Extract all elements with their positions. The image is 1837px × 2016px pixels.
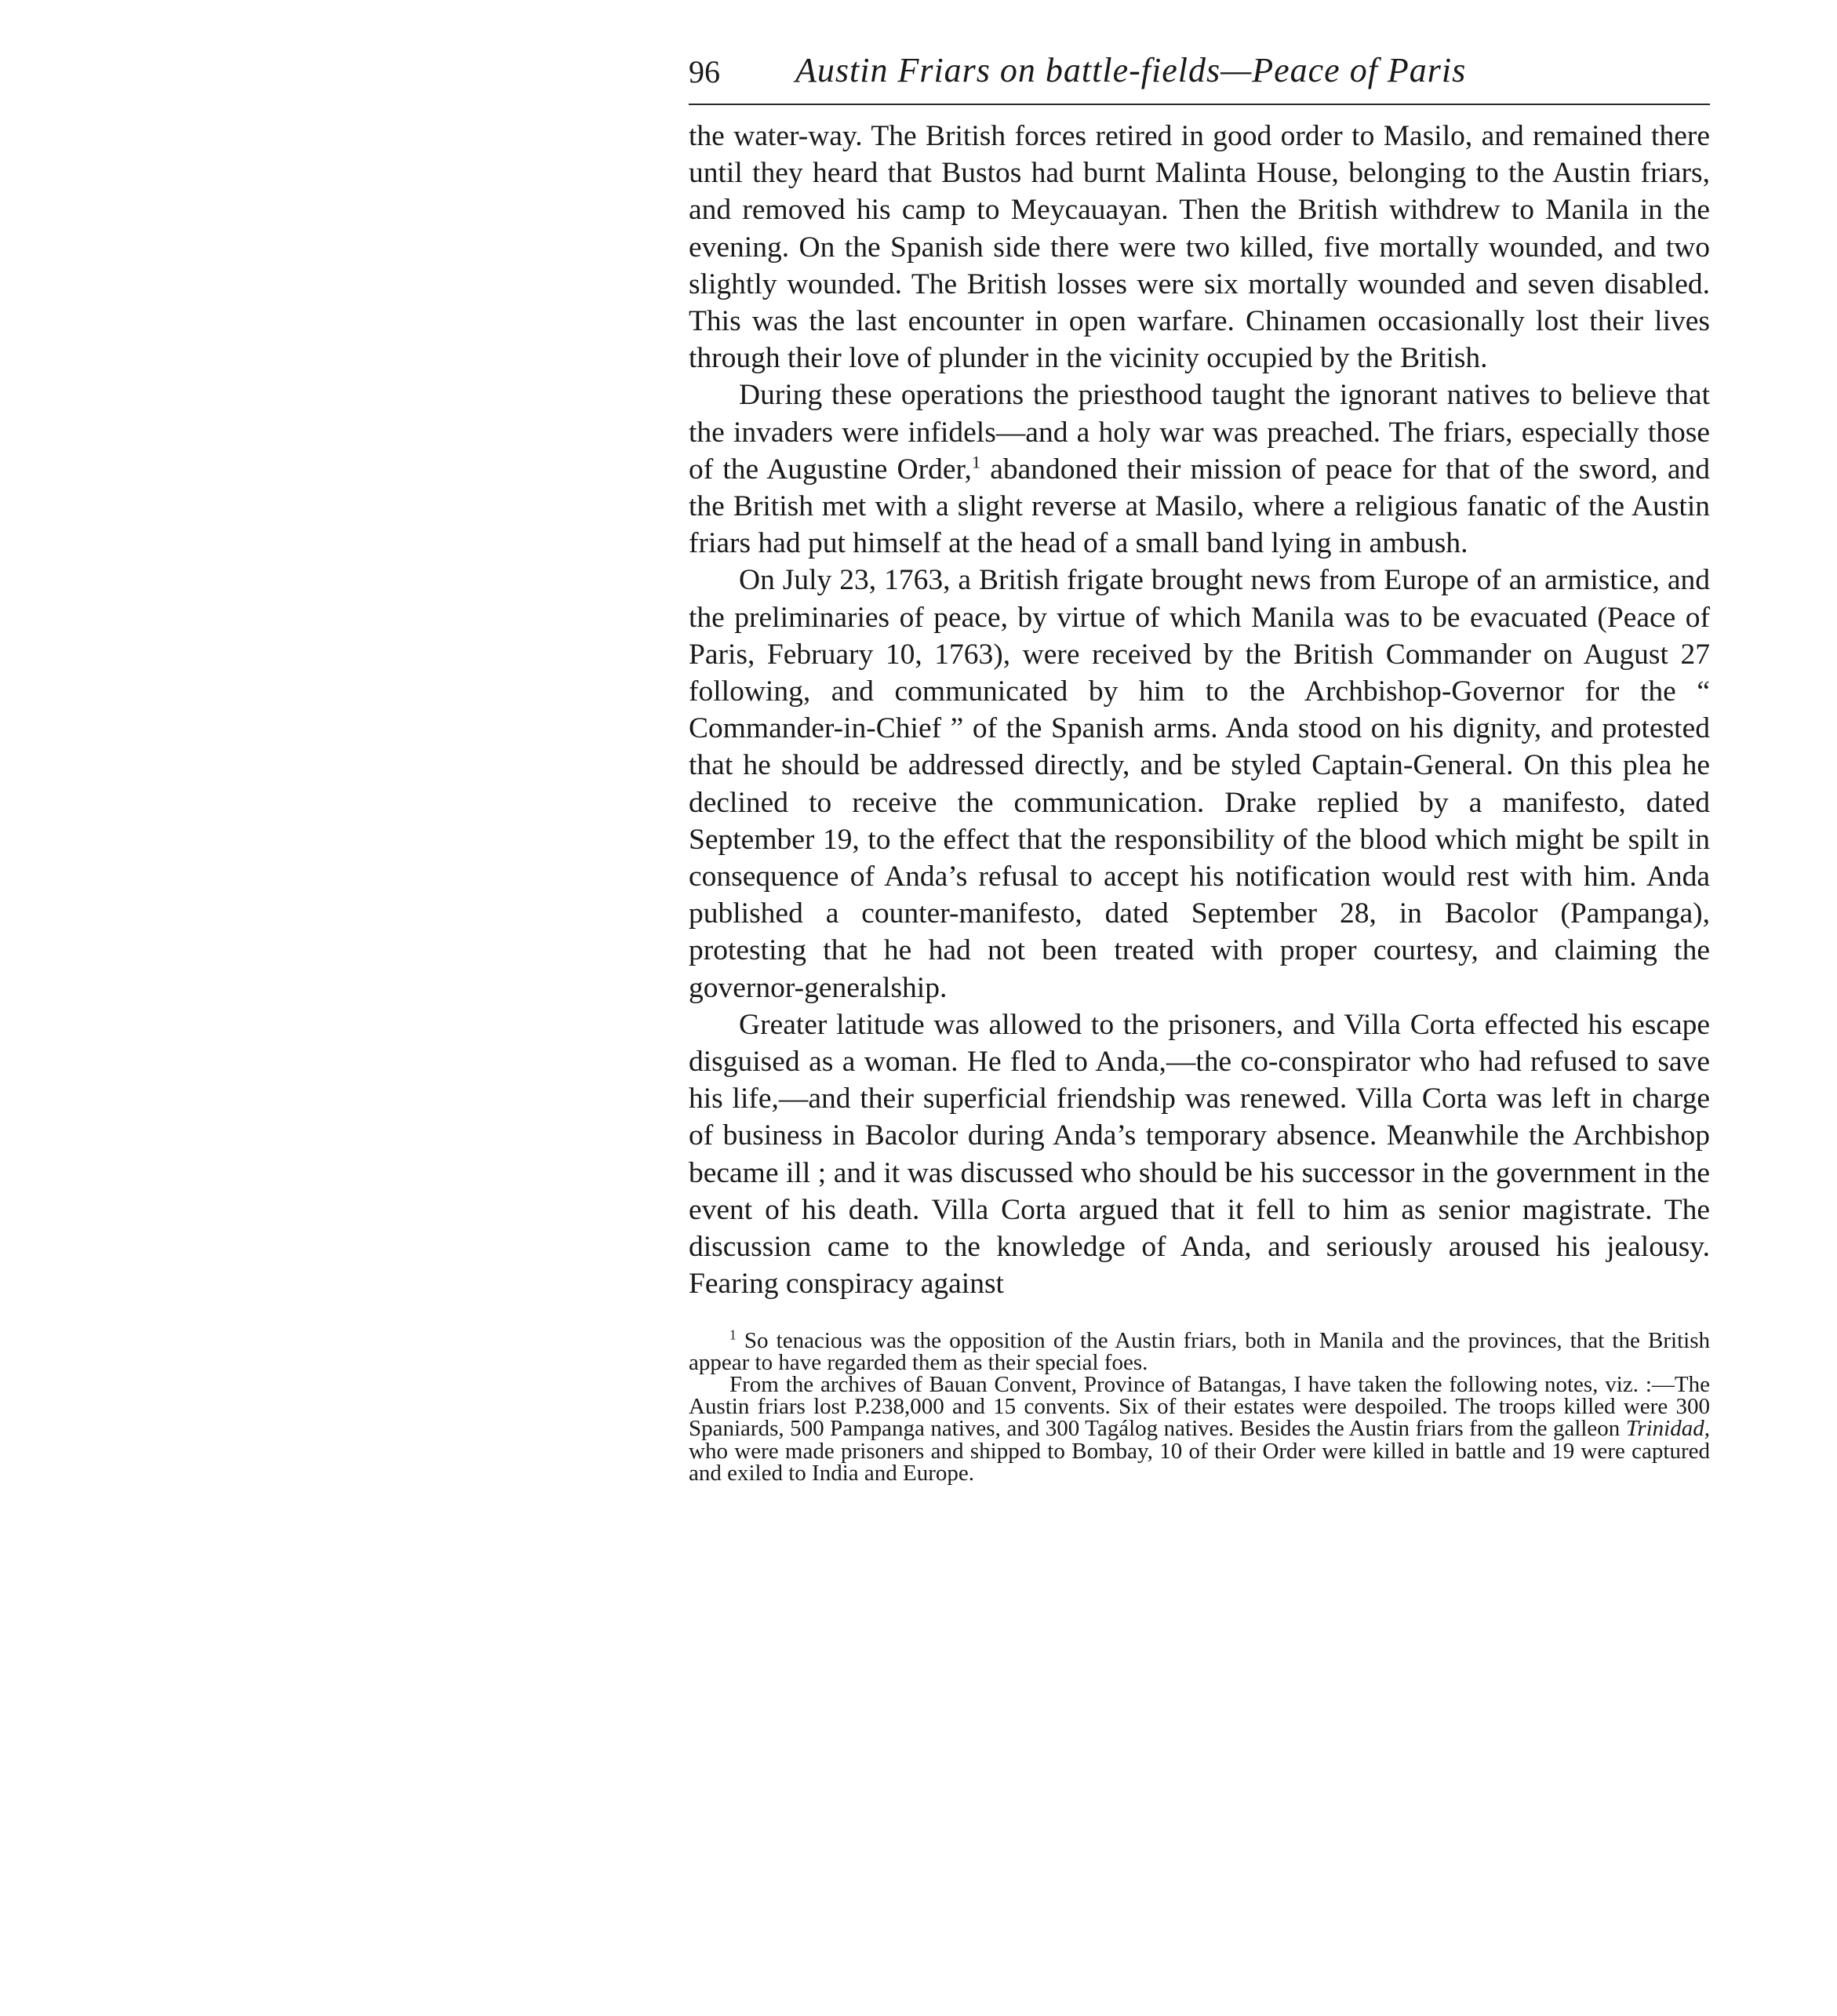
body-text — [689, 118, 1710, 1303]
page-number: 96 — [689, 54, 720, 89]
page-header — [689, 47, 1710, 105]
footnote-2 — [689, 1371, 1710, 1486]
running-title: Austin Friars on battle-fields—Peace of Paris — [795, 51, 1467, 89]
footnote-1-text: So tenacious was the opposition of the Austin friars, both in Manila and the provinces, that the British appear to have regarded them as their special foes. — [689, 1327, 1710, 1375]
footnote-1 — [689, 1326, 1710, 1375]
book-page — [689, 47, 1710, 1484]
paragraph-2-text-a: During these operations the priesthood taught the ignorant natives to believe that the invaders were infidels—and a holy war was preached. The friars, especially those of the Augustine Order, — [689, 379, 1710, 486]
footnote-reference-1: 1 — [971, 452, 981, 472]
paragraph-3: On July 23, 1763, a British frigate brought news from Europe of an armistice, and the preliminaries of peace, by virtue of which Manila was to be evacuated (Peace of Paris, February 10, 1763), were received by the British Commander on August 27 following, and communicated by him to the Archbishop-Governor for the “ Commander-in-Chief ” of the Spanish arms. Anda stood on his dignity, and protested that he should be addressed directly, and be styled Captain-General. On this plea he declined to receive the communication. Drake replied by a manifesto, dated September 19, to the effect that the responsibility of the blood which might be spilt in consequence of Anda’s refusal to accept his notification would rest with him. Anda published a counter-manifesto, dated September 28, in Bacolor (Pampanga), protesting that he had not been treated with proper courtesy, and claiming the governor-generalship. — [689, 564, 1710, 1004]
footnote-2-text-a: From the archives of Bauan Convent, Province of Batangas, I have taken the following notes, viz. :—The Austin friars lost P.238,000 and 15 convents. Six of their estates were despoiled. The troops killed were 300 Spaniards, 500 Pampanga natives, and 300 Tagálog natives. Besides the Austin friars from the galleon — [689, 1371, 1710, 1442]
paragraph-1: the water-way. The British forces retired in good order to Masilo, and remained there until they heard that Bustos had burnt Malinta House, belonging to the Austin friars, and removed his camp to Meycauayan. Then the British withdrew to Manila in the evening. On the Spanish side there were two killed, five mortally wounded, and two slightly wounded. The British losses were six mortally wounded and seven disabled. This was the last encounter in open warfare. Chinamen occasionally lost their lives through their love of plunder in the vicinity occupied by the British. — [689, 120, 1710, 375]
footnotes — [689, 1326, 1710, 1486]
footnote-2-text-b: who were made prisoners and shipped to Bombay, 10 of their Order were killed in battle and 19 were captured and exiled to India and Europe. — [689, 1438, 1710, 1486]
ship-name: Trinidad, — [1625, 1416, 1710, 1442]
paragraph-2 — [689, 377, 1710, 562]
paragraph-4: Greater latitude was allowed to the prisoners, and Villa Corta effected his escape disguised as a woman. He fled to Anda,—the co-conspirator who had refused to save his life,—and their superficial friendship was renewed. Villa Corta was left in charge of business in Bacolor during Anda’s temporary absence. Meanwhile the Archbishop became ill ; and it was discussed who should be his successor in the government in the event of his death. Villa Corta argued that it fell to him as senior magistrate. The discussion came to the knowledge of Anda, and seriously aroused his jealousy. Fearing conspiracy against — [689, 1008, 1710, 1301]
footnote-1-marker: 1 — [729, 1326, 737, 1342]
paragraph-2-text-b: abandoned their mission of peace for that of the sword, and the British met with a slight reverse at Masilo, where a religious fanatic of the Austin friars had put himself at the head of a small band lying in ambush. — [689, 453, 1710, 560]
